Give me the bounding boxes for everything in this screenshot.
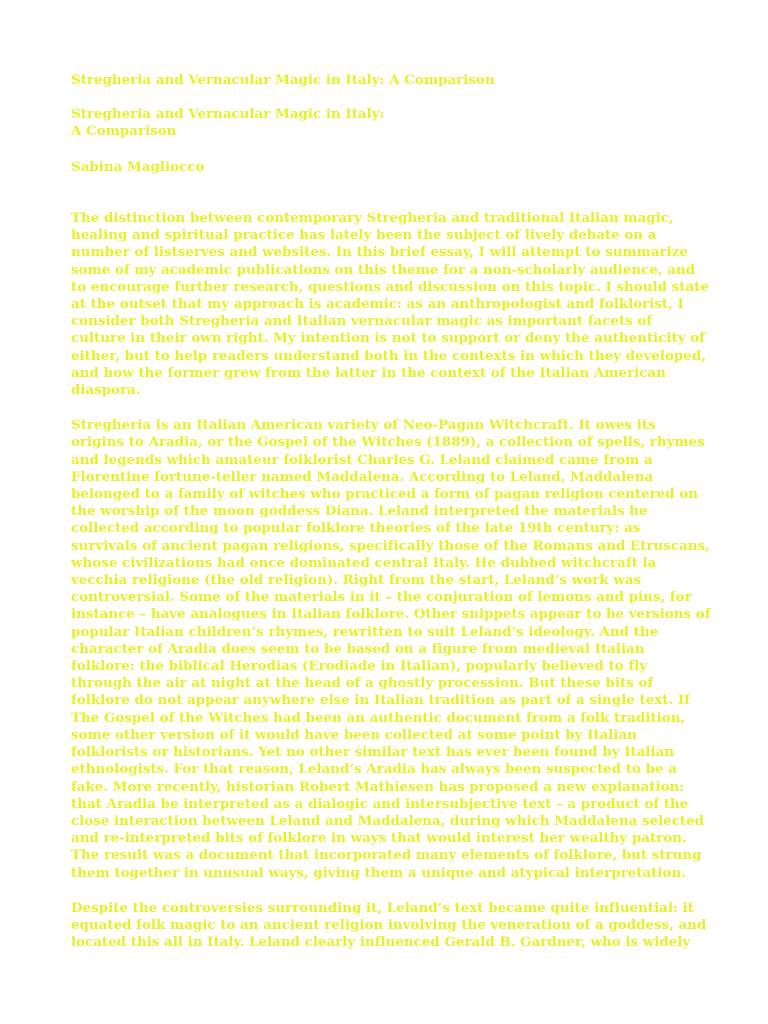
document-title: [71, 106, 385, 140]
paragraph: The distinction between contemporary Stregheria and traditional Italian magic, healing and spiritual practice has lately been the subject of lively debate on a number of listserves and websites. In this brief essay, I will attempt to summarize some of my academic publications on this theme for a non-scholarly audience, and to encourage further research, questions and discussion on this topic. I should state at the outset that my approach is academic: as an anthropologist and folklorist, I consider both Stregheria and Italian vernacular magic as important facets of culture in their own right. My intention is not to support or deny the authenticity of either, but to help readers understand both in the contexts in which they developed, and how the former grew from the latter in the context of the Italian American diaspora.: [71, 210, 709, 399]
document-title-line-2: A Comparison: [71, 123, 177, 140]
paragraph: Despite the controversies surrounding it, Leland’s text became quite influential: it equated folk magic to an ancient religion involving the veneration of a goddess, and located this all in Italy. Leland clearly influenced Gerald B. Gardner, who is widely: [71, 899, 707, 951]
author-name: Sabina Magliocco: [71, 159, 205, 175]
header-title: Stregheria and Vernacular Magic in Italy: A Comparison: [71, 72, 495, 88]
paragraph: Stregheria is an Italian American variety of Neo-Pagan Witchcraft. It owes its origins to Aradia, or the Gospel of the Witches (1889), a collection of spells, rhymes and legends which amateur folklorist Charles G. Leland claimed came from a Florentine fortune-teller named Maddalena. According to Leland, Maddalena belonged to a family of witches who practiced a form of pagan religion centered on the worship of the moon goddess Diana. Leland interpreted the materials he collected according to popular folklore theories of the late 19th century: as survivals of ancient pagan religions, specifically those of the Romans and Etruscans, whose civilizations had once dominated central Italy. He dubbed witchcraft la vecchia religione (the old religion). Right from the start, Leland’s work was controversial. Some of the materials in it – the conjuration of lemons and pins, for instance – have analogues in Italian folklore. Other snippets appear to be versions of popular Italian children’s rhymes, rewritten to suit Leland’s ideology. And the character of Aradia does seem to be based on a figure from medieval Italian folklore: the biblical Herodias (Erodiade in Italian), popularly believed to fly through the air at night at the head of a ghostly procession. But these bits of folklore do not appear anywhere else in Italian tradition as part of a single text. If The Gospel of the Witches had been an authentic document from a folk tradition, some other version of it would have been collected at some point by Italian folklorists or historians. Yet no other similar text has ever been found by Italian ethnologists. For that reason, Leland’s Aradia has always been suspected to be a fake. More recently, historian Robert Mathiesen has proposed a new explanation: that Aradia be interpreted as a dialogic and intersubjective text – a product of the close interaction between Leland and Maddalena, during which Maddalena selected and re-interpreted bits of folklore in ways that would interest her wealthy patron. The result was a document that incorporated many elements of folklore, but strung them together in unusual ways, giving them a unique and atypical interpretation.: [71, 417, 711, 881]
document-title-line-1: Stregheria and Vernacular Magic in Italy:: [71, 106, 385, 122]
article-body: [71, 210, 711, 969]
